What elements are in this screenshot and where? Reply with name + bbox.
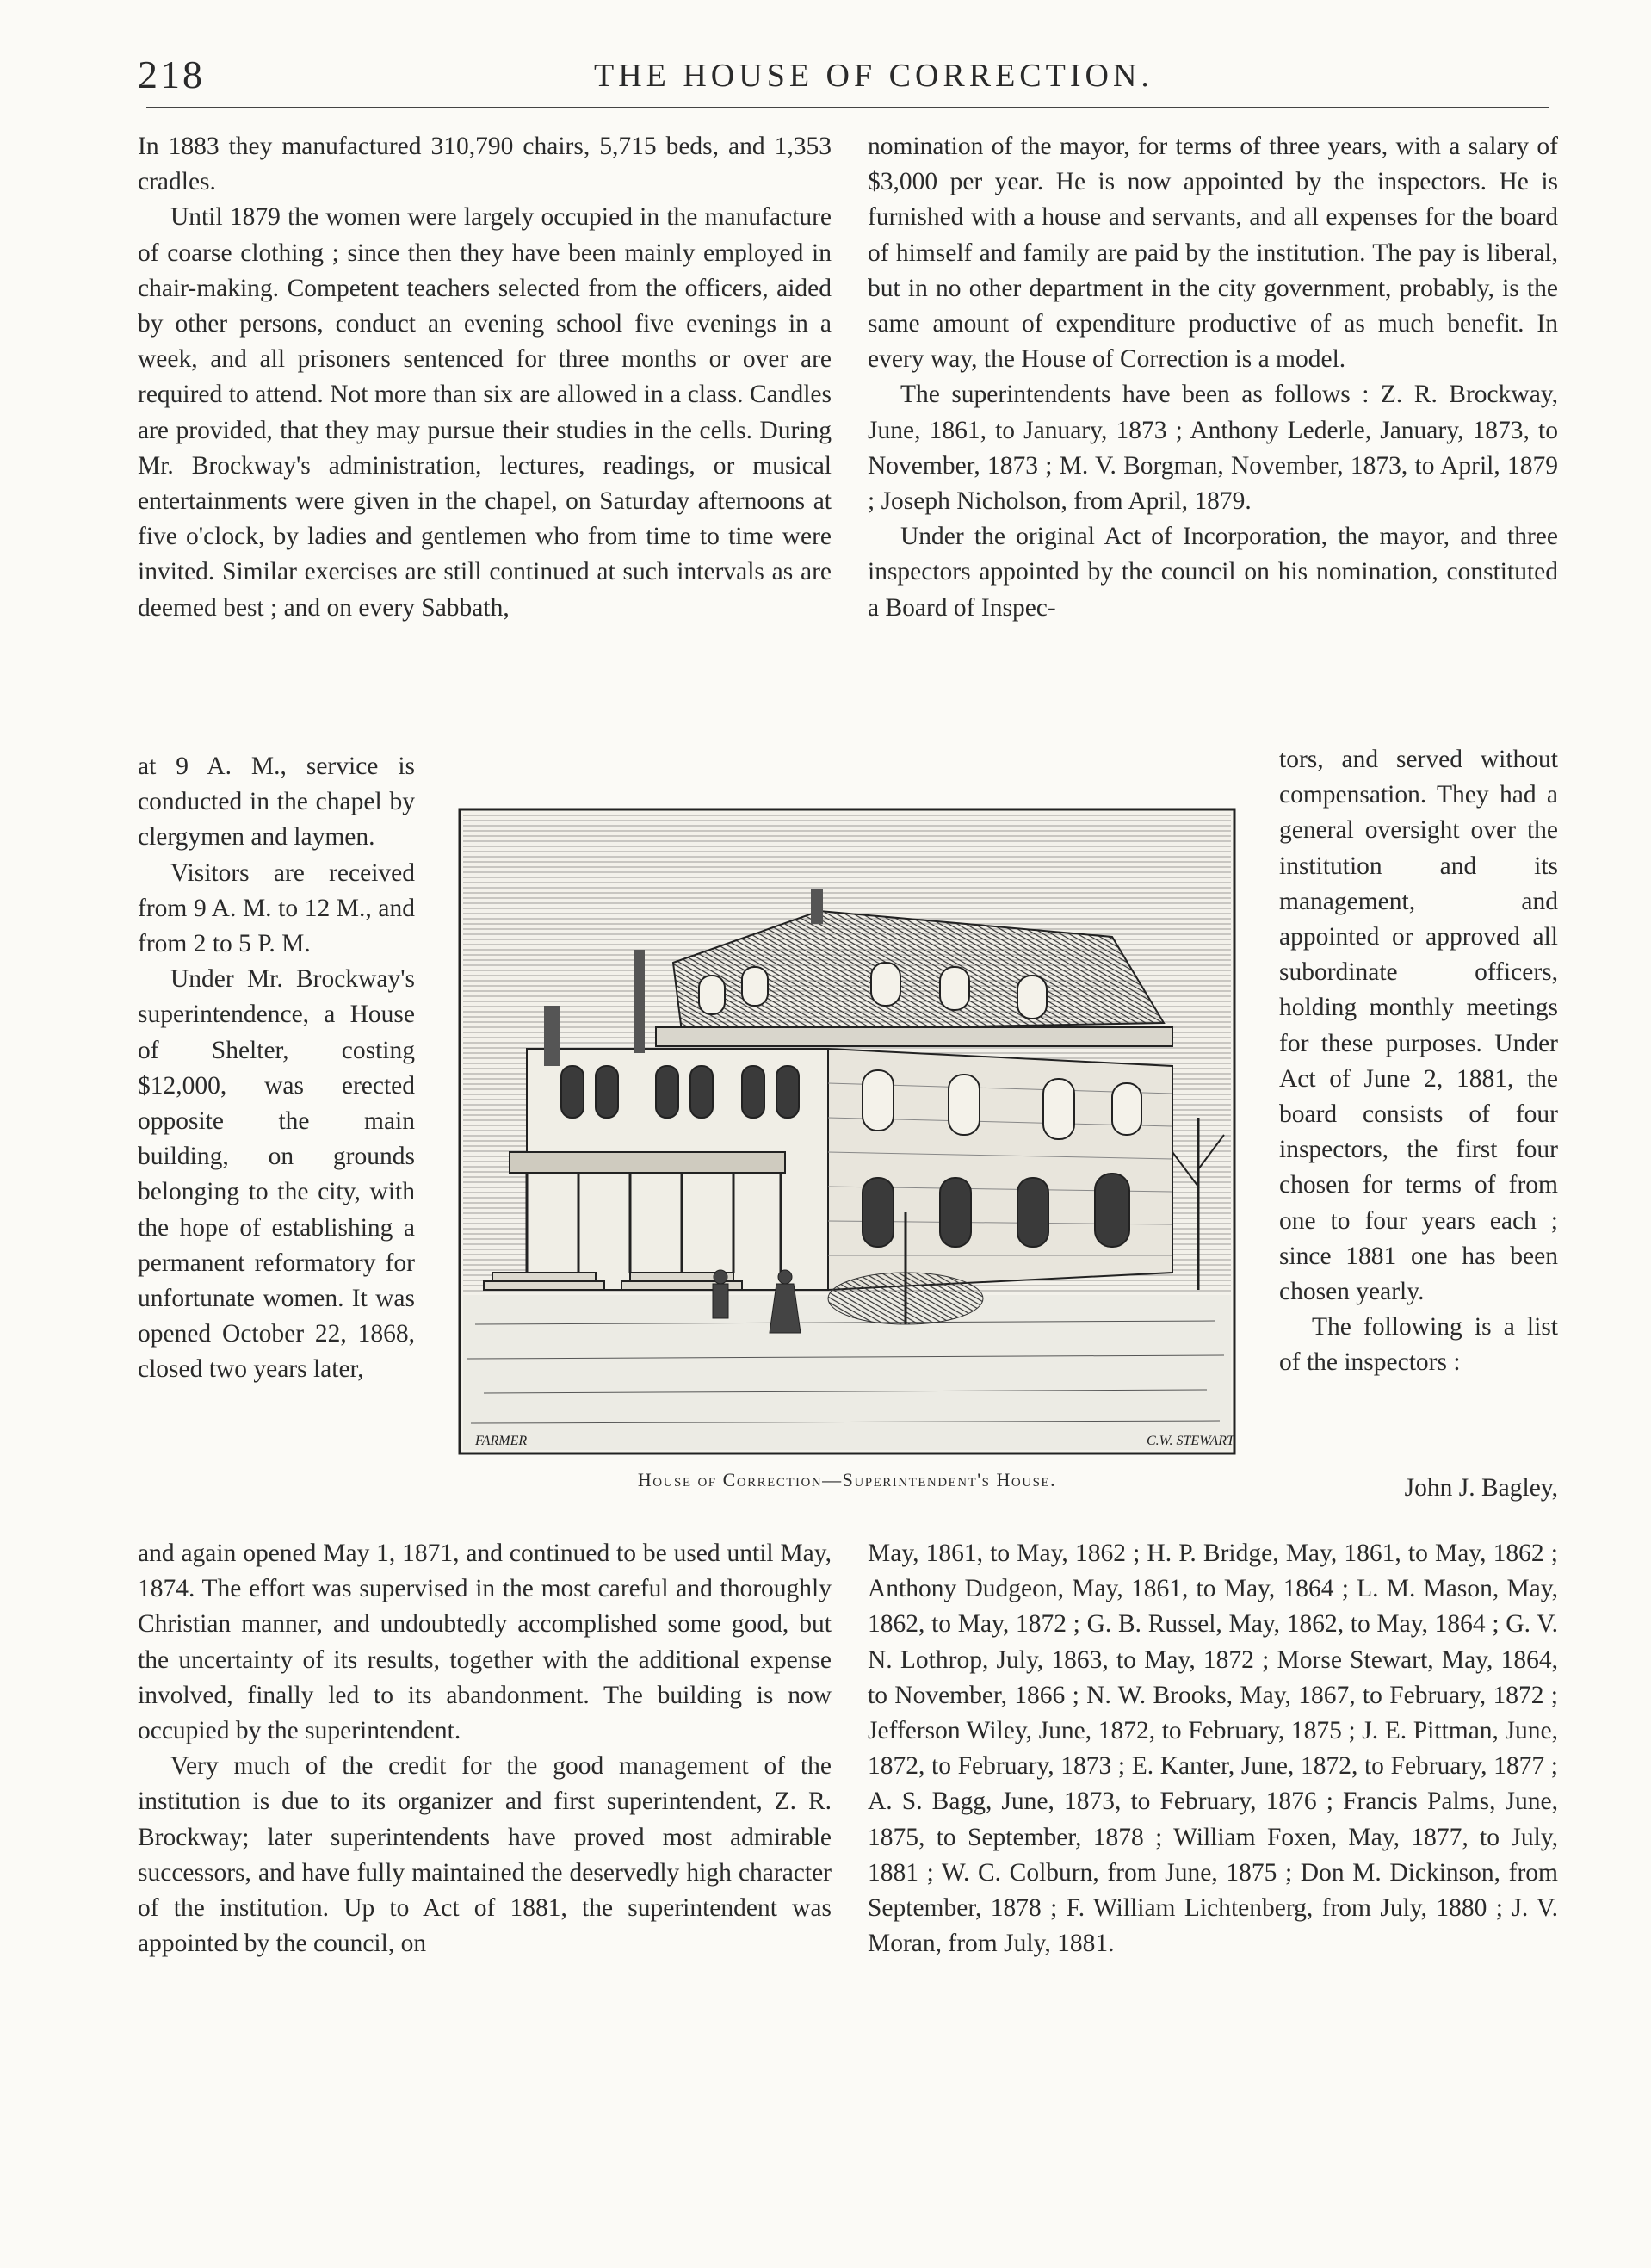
paragraph: May, 1861, to May, 1862 ; H. P. Bridge, May, 1861, to May, 1862 ; Anthony Dudgeon, May, 1861, to May, 1864 ; L. M. Mason, May, 1862, to May, 1872 ; G. B. Russel, May, 1862, to May, 1864 ; G. V. N. Lothrop, July, 1863, to May, 1872 ; Morse Stewart, May, 1864, to November, 1866 ; N. W. Brooks, May, 1867, to February, 1872 ; Jefferson Wiley, June, 1872, to February, 1875 ; J. E. Pittman, June, 1872, to February, 1873 ; E. Kanter, June, 1872, to February, 1877 ; A. S. Bagg, June, 1873, to February, 1876 ; Francis Palms, June, 1875, to September, 1878 ; William Foxen, May, 1877, to July, 1881 ; W. C. Colburn, from June, 1875 ; Don M. Dickinson, from September, 1878 ; F. William Lichtenberg, from July, 1880 ; J. V. Moran, from July, 1881. xyxy=(868,1540,1558,1958)
running-head: THE HOUSE OF CORRECTION. xyxy=(594,58,1153,94)
right-column-tail: John J. Bagley, xyxy=(1404,1474,1558,1502)
paragraph: nomination of the mayor, for terms of three years, with a salary of $3,000 per year. He is now appointed by the inspectors. He is furnished with a house and servants, and all expenses for the board of himself and family are paid by the institution. The pay is liberal, but in no other department in the city government, probably, is the same amount of expenditure productive of as much benefit. In every way, the House of Correction is a model. xyxy=(868,133,1558,374)
paragraph: tors, and served without compensation. They had a general oversight over the institution and its management, and appointed or approved all subordinate officers, holding monthly meetings for these purposes. Under Act of June 2, 1881, the board consists of four inspectors, the first four chosen for terms of from one to four years each ; since 1881 one has been chosen yearly. xyxy=(1279,746,1558,1306)
paragraph: Under the original Act of Incorporation, the mayor, and three inspectors appointed by the council on his nomination, constituted a Board of Inspec- xyxy=(868,523,1558,622)
engraving-figure xyxy=(458,808,1236,1455)
page-header xyxy=(0,52,1651,103)
paragraph: The following is a list of the inspectors : xyxy=(1279,1313,1558,1377)
paragraph: at 9 A. M., service is conducted in the chapel by clergymen and laymen. xyxy=(138,753,415,852)
paragraph: Under Mr. Brockway's superintendence, a House of Shelter, costing $12,000, was erected opposite the main building, on grounds belonging to the city, with the hope of establishing a permanent reformatory for unfortunate women. It was opened October 22, 1868, closed two years later, xyxy=(138,965,415,1384)
right-column-top xyxy=(868,129,1558,626)
paragraph: Until 1879 the women were largely occupied in the manufacture of coarse clothing ; since then they have been mainly employed in chair-making. Competent teachers selected from the officers, aided by other persons, conduct an evening school five evenings in a week, and all prisoners sentenced for three months or over are required to attend. Not more than six are allowed in a class. Candles are provided, that they may pursue their studies in the cells. During Mr. Brockway's administration, lectures, readings, or musical entertainments were given in the chapel, on Saturday afternoons at five o'clock, by ladies and gentlemen who from time to time were invited. Similar exercises are still continued at such intervals as are deemed best ; and on every Sabbath, xyxy=(138,203,832,622)
right-column-narrow xyxy=(1279,742,1558,1381)
paragraph: Very much of the credit for the good management of the institution is due to its organizer and first superintendent, Z. R. Brockway; later superintendents have proved most admirable successors, and have fully maintained the deservedly high character of the institution. Up to Act of 1881, the superintendent was appointed by the council, on xyxy=(138,1752,832,1958)
engraver-signature-right: C.W. STEWART xyxy=(1147,1434,1234,1448)
house-engraving xyxy=(458,808,1236,1455)
left-column-bottom xyxy=(138,1536,832,1961)
figure-caption: House of Correction—Superintendent's House. xyxy=(637,1469,1057,1490)
paragraph: In 1883 they manufactured 310,790 chairs, 5,715 beds, and 1,353 cradles. xyxy=(138,133,832,196)
paragraph: and again opened May 1, 1871, and continued to be used until May, 1874. The effort was supervised in the most careful and thoroughly Christian manner, and undoubtedly accomplished some good, but the uncertainty of its results, together with the additional expense involved, finally led to its abandonment. The building is now occupied by the superintendent. xyxy=(138,1540,832,1745)
paragraph: Visitors are received from 9 A. M. to 12 M., and from 2 to 5 P. M. xyxy=(138,858,415,958)
header-rule xyxy=(146,107,1549,108)
left-column-narrow xyxy=(138,749,415,1388)
engraver-signature-left: FARMER xyxy=(475,1434,528,1448)
right-column-bottom xyxy=(868,1536,1558,1961)
page-number: 218 xyxy=(138,53,205,96)
paragraph: The superintendents have been as follows : Z. R. Brockway, June, 1861, to January, 1873 ; Anthony Lederle, January, 1873, to November, 1873 ; M. V. Borgman, November, 1873, to April, 1879 ; Joseph Nicholson, from April, 1879. xyxy=(868,381,1558,516)
left-column-top xyxy=(138,129,832,626)
